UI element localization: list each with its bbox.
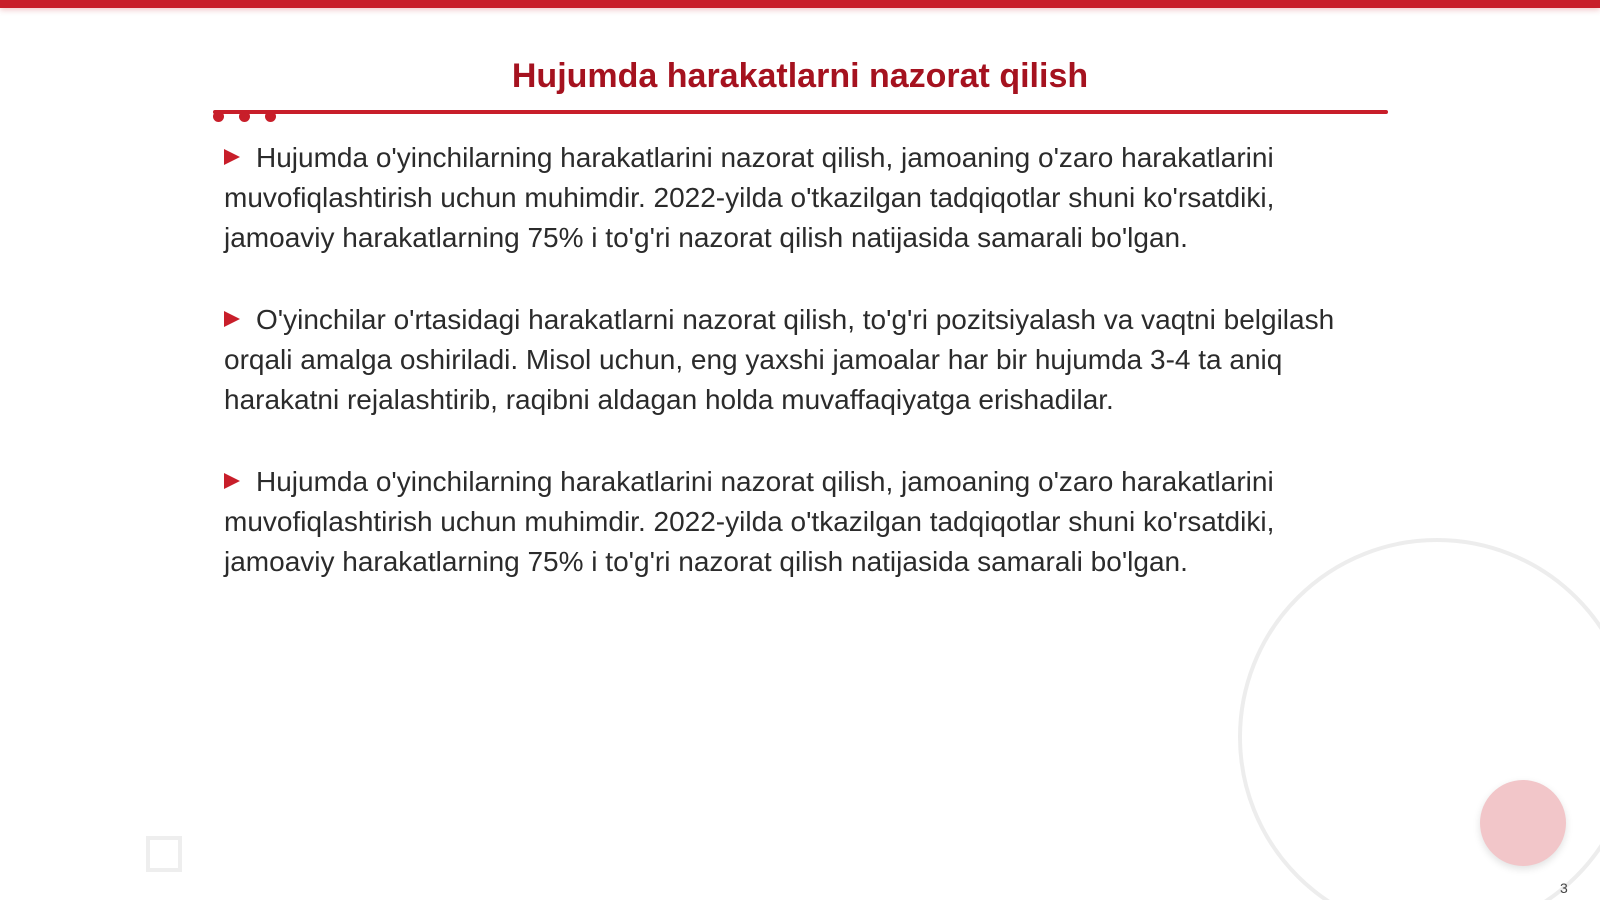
bullet-list <box>224 138 1374 624</box>
bullet-text: Hujumda o'yinchilarning harakatlarini nazorat qilish, jamoaning o'zaro harakatlarini muvofiqlashtirish uchun muhimdir. 2022-yilda o'tkazilgan tadqiqotlar shuni ko'rsatdiki, jamoaviy harakatlarning 75% i to'g'ri nazorat qilish natijasida samarali bo'lgan. <box>224 142 1275 253</box>
page-number: 3 <box>1560 880 1568 896</box>
title-underline <box>213 110 1388 114</box>
top-accent-bar <box>0 0 1600 8</box>
slide-title: Hujumda harakatlarni nazorat qilish <box>511 57 1089 95</box>
bullet-text: O'yinchilar o'rtasidagi harakatlarni nazorat qilish, to'g'ri pozitsiyalash va vaqtni belgilash orqali amalga oshiriladi. Misol uchun, eng yaxshi jamoalar har bir hujumda 3-4 ta aniq harakatni rejalashtirib, raqibni aldagan holda muvaffaqiyatga erishadilar. <box>224 304 1335 415</box>
decorative-pink-circle <box>1480 780 1566 866</box>
underline-dot <box>265 111 276 122</box>
underline-dot <box>239 111 250 122</box>
triangle-right-icon <box>224 473 240 489</box>
triangle-right-icon <box>224 149 240 165</box>
triangle-right-icon <box>224 311 240 327</box>
bullet-item <box>224 300 1374 420</box>
decorative-square <box>146 836 182 872</box>
bullet-item <box>224 462 1374 582</box>
bullet-item <box>224 138 1374 258</box>
bullet-text: Hujumda o'yinchilarning harakatlarini nazorat qilish, jamoaning o'zaro harakatlarini muvofiqlashtirish uchun muhimdir. 2022-yilda o'tkazilgan tadqiqotlar shuni ko'rsatdiki, jamoaviy harakatlarning 75% i to'g'ri nazorat qilish natijasida samarali bo'lgan. <box>224 466 1275 577</box>
underline-dot <box>213 111 224 122</box>
